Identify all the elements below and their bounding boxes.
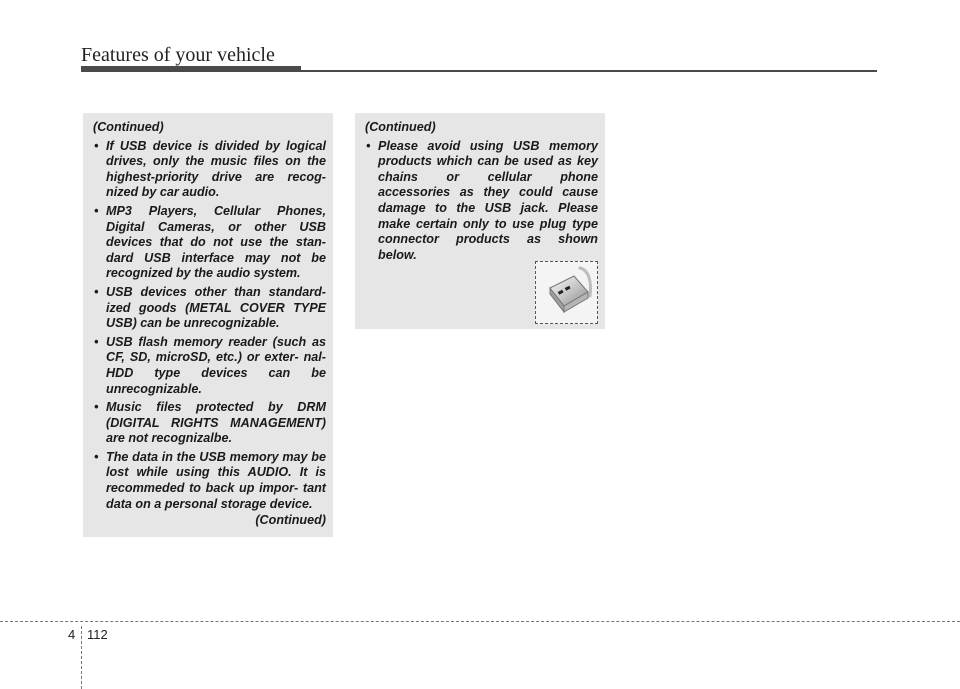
caution-box-right [355, 113, 605, 329]
footer-divider [81, 626, 82, 689]
bullet-icon: • [366, 138, 371, 153]
footer-rule [0, 621, 960, 622]
page-header-title: Features of your vehicle [81, 44, 275, 66]
chapter-number: 4 [68, 627, 76, 642]
bullet-icon: • [94, 203, 99, 218]
usb-notes-list [93, 139, 326, 513]
usb-notes-list [365, 139, 598, 264]
bullet-icon: • [94, 400, 99, 415]
continued-label: (Continued) [93, 120, 164, 134]
list-item: • Music files protected by DRM (DIGITAL RIGHTS MANAGEMENT) are not recognizalbe. [94, 400, 326, 446]
continued-label: (Continued) [365, 120, 436, 134]
list-item: • MP3 Players, Cellular Phones, Digital Cameras, or other USB devices that do not use the stan- dard USB interface may not be recognized by the audio system. [94, 203, 326, 281]
usb-plug-connector-icon [535, 261, 598, 324]
list-item: • Please avoid using USB memory products which can be used as key chains or cellular phone accessories as they could cause damage to the USB jack. Please make certain only to use plug type connector products as shown below. [366, 138, 598, 262]
list-item: • USB flash memory reader (such as CF, SD, microSD, etc.) or exter- nal-HDD type devices can be unrecognizable. [94, 334, 326, 396]
bullet-icon: • [94, 138, 99, 153]
list-item: • If USB device is divided by logical drives, only the music files on the highest-priority drive are recog- nized by car audio. [94, 138, 326, 200]
bullet-icon: • [94, 334, 99, 349]
bullet-icon: • [94, 284, 99, 299]
list-item: • USB devices other than standard- ized goods (METAL COVER TYPE USB) can be unrecognizable. [94, 284, 326, 331]
page-number: 112 [87, 627, 108, 642]
caution-box-left [83, 113, 333, 537]
continued-label-bottom: (Continued) [255, 513, 326, 528]
bullet-icon: • [94, 449, 99, 464]
header-rule [81, 70, 877, 72]
list-item: • The data in the USB memory may be lost while using this AUDIO. It is recommeded to back up impor- tant data on a personal storage device. [94, 449, 326, 511]
